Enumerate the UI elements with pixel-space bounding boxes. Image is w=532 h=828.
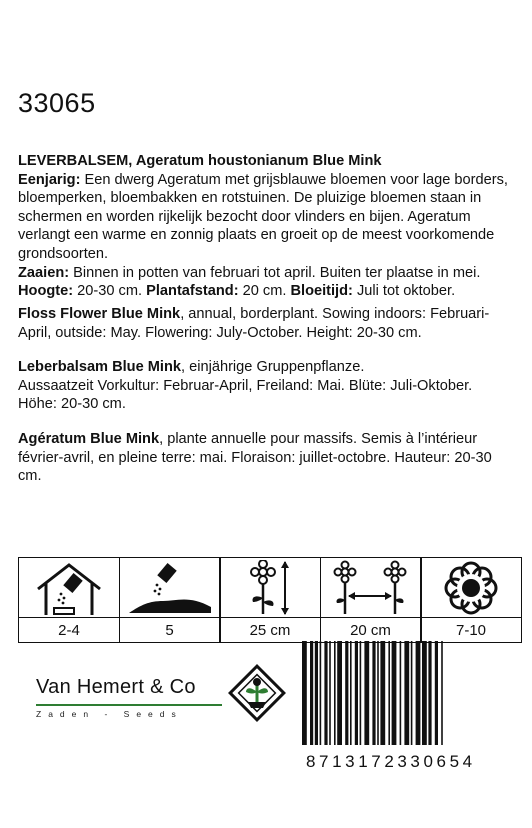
eenjarig-text: Een dwerg Ageratum met grijsblauwe bloemen voor lage borders, bloemperken, bloembakken en rotstuinen. De pluizige bloemen staan in schermen en worden rijkelijk bezocht door vlinders en bijen. Ageratum verlangt een warme en zonnig plaats en groeit op de meest voorkomende grondsoorten. <box>18 171 508 262</box>
product-code: 33065 <box>18 88 96 118</box>
french-name: Agératum Blue Mink <box>18 431 160 447</box>
plant-spacing: 20 cm <box>350 621 391 639</box>
plantafstand-label: Plantafstand: <box>146 283 239 300</box>
flowering-icon <box>443 560 499 616</box>
barcode-bar <box>392 641 397 745</box>
greenhouse-sowing-icon <box>34 561 104 615</box>
brand-badge-icon <box>226 662 288 724</box>
barcode-bar <box>334 641 336 745</box>
plantafstand-text: 20 cm. <box>238 283 291 300</box>
icon-cell-flowering <box>420 557 522 643</box>
barcode-bar <box>350 641 352 745</box>
barcode-bar <box>428 641 431 745</box>
icon-cell-greenhouse <box>18 557 120 643</box>
bloeitijd-text: Juli tot oktober. <box>352 283 456 300</box>
dutch-title: LEVERBALSEM, Ageratum houstonianum Blue Mink <box>18 153 382 169</box>
barcode-bar <box>302 641 307 745</box>
german-description <box>18 358 518 414</box>
barcode-bar <box>329 641 331 745</box>
barcode-bar <box>441 641 443 745</box>
brand-name: Van Hemert & Co <box>36 676 196 698</box>
plant-height-icon <box>235 560 305 616</box>
plant-spacing-icon <box>331 560 411 616</box>
barcode-bar <box>345 641 348 745</box>
german-line3: Höhe: 20-30 cm. <box>18 396 126 413</box>
dutch-description <box>18 152 518 301</box>
icon-cell-height <box>219 557 321 643</box>
barcode-bar <box>355 641 358 745</box>
barcode-bar <box>324 641 327 745</box>
barcode-bar <box>377 641 379 745</box>
barcode-bar <box>360 641 362 745</box>
hoogte-label: Hoogte: <box>18 283 74 300</box>
barcode-bar <box>380 641 385 745</box>
barcode-bar <box>337 641 342 745</box>
icon-cell-spacing <box>320 557 422 643</box>
barcode-bar <box>422 641 427 745</box>
barcode-bar <box>388 641 390 745</box>
barcode-bar <box>435 641 438 745</box>
outdoor-sowing-icon <box>127 561 213 615</box>
german-name: Leberbalsam Blue Mink <box>18 359 182 375</box>
hoogte-text: 20-30 cm. <box>73 283 147 300</box>
barcode-bar <box>400 641 402 745</box>
brand-logo <box>36 676 222 719</box>
german-line2: Aussaatzeit Vorkultur: Februar-April, Freiland: Mai. Blüte: Juli-Oktober. <box>18 377 473 394</box>
bloeitijd-label: Bloeitijd: <box>290 283 353 300</box>
barcode-bar <box>416 641 421 745</box>
french-description <box>18 430 518 486</box>
flowering-months: 7-10 <box>455 621 487 639</box>
barcode-bar <box>411 641 413 745</box>
brand-tagline: Zaden - Seeds <box>36 708 183 719</box>
barcode-bar <box>364 641 369 745</box>
german-line1: , einjährige Gruppenpflanze. <box>181 359 365 375</box>
brand-divider <box>36 704 222 706</box>
english-text: , annual, borderplant. Sowing indoors: Februari-April, outside: May. Flowering: July-October. Height: 20-30 cm. <box>18 306 490 341</box>
barcode <box>298 641 524 745</box>
english-name: Floss Flower Blue Mink <box>18 306 181 322</box>
barcode-bar <box>315 641 318 745</box>
eenjarig-label: Eenjarig: <box>18 171 81 188</box>
zaaien-text: Binnen in potten van februari tot april. Buiten ter plaatse in mei. <box>69 264 481 281</box>
barcode-bar <box>320 641 322 745</box>
barcode-digits: 8713172330654 <box>306 752 476 771</box>
barcode-bar <box>372 641 375 745</box>
zaaien-label: Zaaien: <box>18 264 70 281</box>
english-description <box>18 305 518 342</box>
plant-height: 25 cm <box>249 621 291 639</box>
sowing-icons-row <box>18 557 522 643</box>
barcode-bar <box>404 641 409 745</box>
barcode-bar <box>310 641 313 745</box>
icon-cell-outdoor <box>119 557 221 643</box>
french-text: , plante annuelle pour massifs. Semis à l’intérieur février-avril, en pleine terre: mai. Floraison: juillet-octobre. Hauteur: 20-30 cm. <box>18 431 492 485</box>
outdoor-months: 5 <box>165 621 174 639</box>
greenhouse-months: 2-4 <box>58 621 80 639</box>
